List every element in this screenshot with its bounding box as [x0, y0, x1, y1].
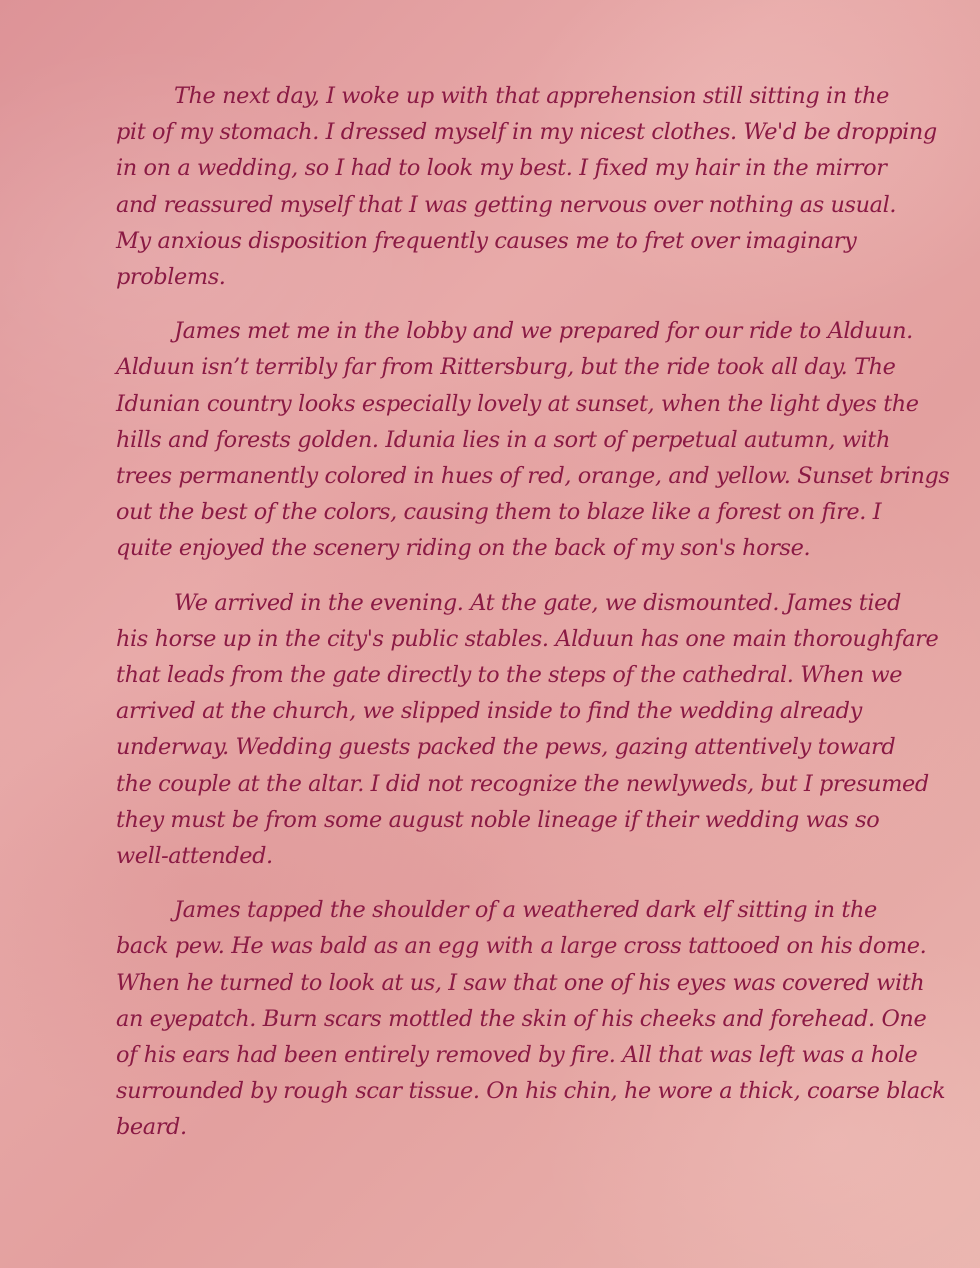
text-line: underway. Wedding guests packed the pews, gazing attentively toward [116, 734, 896, 761]
text-line: James tapped the shoulder of a weathered dark elf sitting in the [174, 897, 877, 924]
text-line: trees permanently colored in hues of red, orange, and yellow. Sunset brings [116, 463, 950, 490]
paragraph-1 [116, 78, 937, 295]
text-line: and reassured myself that I was getting nervous over nothing as usual. [116, 191, 897, 218]
text-line: his horse up in the city's public stables. Alduun has one main thoroughfare [116, 625, 939, 652]
text-line: they must be from some august noble lineage if their wedding was so [116, 806, 880, 833]
text-line: Alduun isn’t terribly far from Rittersburg, but the ride took all day. The [116, 354, 896, 381]
text-line: back pew. He was bald as an egg with a large cross tattooed on his dome. [116, 933, 927, 960]
text-line: The next day, I woke up with that apprehension still sitting in the [174, 83, 889, 109]
text-line: that leads from the gate directly to the steps of the cathedral. When we [116, 662, 903, 689]
parchment-page [116, 78, 950, 1164]
text-line: problems. [116, 264, 226, 291]
paragraph-2 [116, 313, 950, 566]
text-line: We arrived in the evening. At the gate, we dismounted. James tied [174, 589, 901, 616]
text-line: beard. [116, 1114, 187, 1141]
text-line: arrived at the church, we slipped inside to find the wedding already [116, 698, 862, 725]
text-line: hills and forests golden. Idunia lies in a sort of perpetual autumn, with [116, 426, 890, 453]
paragraph-3 [116, 585, 939, 875]
text-line: an eyepatch. Burn scars mottled the skin of his cheeks and forehead. One [116, 1005, 927, 1032]
text-line: quite enjoyed the scenery riding on the back of my son's horse. [116, 535, 811, 562]
text-line: Idunian country looks especially lovely at sunset, when the light dyes the [116, 390, 919, 417]
text-line: out the best of the colors, causing them to blaze like a forest on fire. I [116, 499, 882, 526]
text-line: surrounded by rough scar tissue. On his chin, he wore a thick, coarse black [116, 1078, 946, 1105]
text-line: pit of my stomach. I dressed myself in my nicest clothes. We'd be dropping [116, 119, 937, 146]
text-line: My anxious disposition frequently causes me to fret over imaginary [116, 227, 857, 254]
text-line: in on a wedding, so I had to look my best. I fixed my hair in the mirror [116, 155, 887, 182]
text-line: well-attended. [116, 843, 273, 870]
text-line: James met me in the lobby and we prepared for our ride to Alduun. [174, 318, 913, 345]
text-line: the couple at the altar. I did not recognize the newlyweds, but I presumed [116, 770, 929, 797]
text-line: of his ears had been entirely removed by fire. All that was left was a hole [116, 1042, 918, 1069]
text-line: When he turned to look at us, I saw that one of his eyes was covered with [116, 969, 925, 996]
paragraph-4 [116, 892, 946, 1145]
